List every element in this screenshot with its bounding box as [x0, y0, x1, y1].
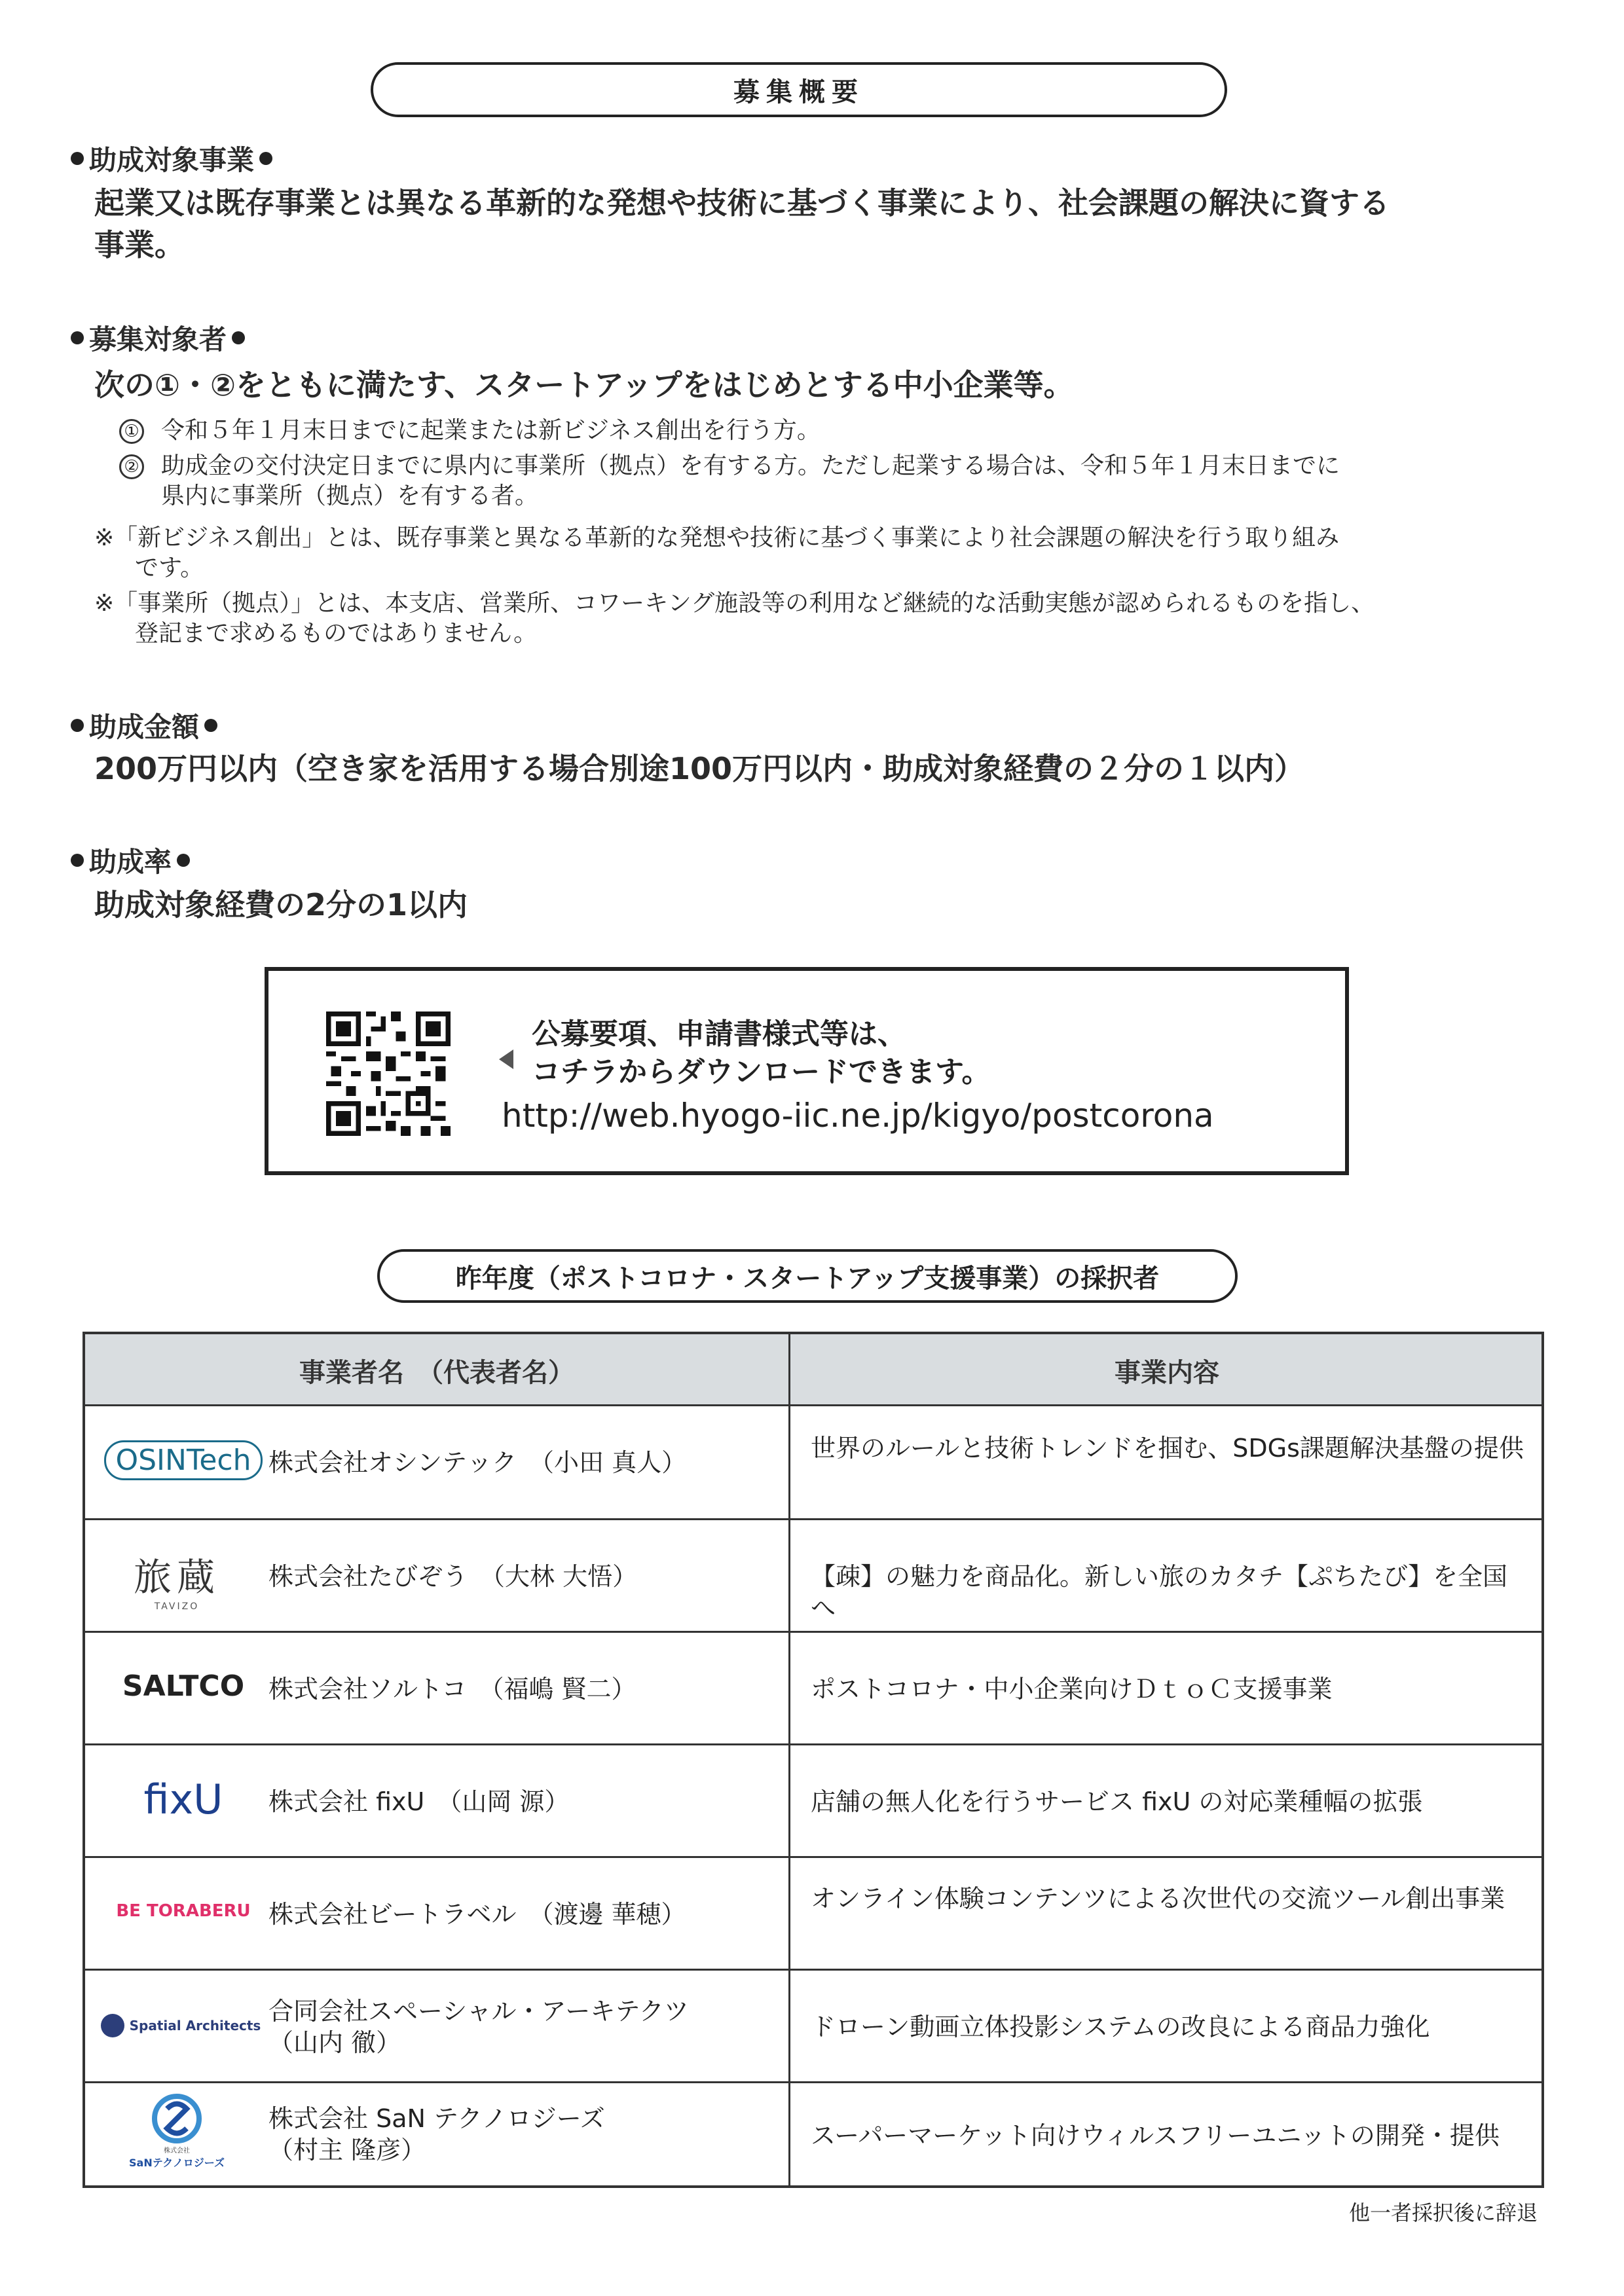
business-description: 世界のルールと技術トレンドを掴む、SDGs課題解決基盤の提供 [811, 1434, 1524, 1463]
company-name: 株式会社ビートラベル （渡邊 華穂） [268, 1900, 686, 1929]
amount-text: 200万円以内（空き家を活用する場合別途100万円以内・助成対象経費の２分の１以内） [94, 751, 1305, 786]
osintech-logo: OSINTech [98, 1440, 268, 1480]
bullet-icon [177, 854, 190, 867]
applicant-condition-1: 令和５年１月末日までに起業または新ビジネス創出を行う方。 [161, 417, 821, 444]
note-1-line1: ※「新ビジネス創出」とは、既存事業と異なる革新的な発想や技術に基づく事業により社会課題の解決を行う取り組み [94, 524, 1340, 551]
bullet-icon [259, 152, 272, 165]
target-business-text-1: 起業又は既存事業とは異なる革新的な発想や技術に基づく事業により、社会課題の解決に資する [94, 185, 1390, 221]
table-row [85, 1971, 1541, 2083]
spatial-architects-logo: Spatial Architects [96, 2014, 266, 2037]
bullet-icon [232, 331, 245, 344]
business-description: ドローン動画立体投影システムの改良による商品力強化 [811, 2013, 1430, 2041]
table-row [85, 1745, 1541, 1858]
table-row [85, 1633, 1541, 1745]
section-label: 助成率 [89, 846, 172, 878]
arrow-left-icon [499, 1049, 513, 1069]
table-row [85, 1520, 1541, 1633]
download-box [265, 967, 1349, 1175]
table-row [85, 1406, 1541, 1520]
san-swirl-icon [147, 2092, 206, 2145]
company-name: 株式会社 SaN テクノロジーズ （村主 隆彦） [268, 2104, 605, 2164]
rate-text: 助成対象経費の2分の1以内 [94, 887, 468, 922]
company-name: 株式会社ソルトコ （福嶋 賢二） [268, 1675, 637, 1704]
section-label: 助成対象事業 [89, 144, 255, 176]
business-description: オンライン体験コンテンツによる次世代の交流ツール創出事業 [811, 1884, 1505, 1913]
section-label: 募集対象者 [89, 323, 227, 355]
business-description: スーパーマーケット向けウィルスフリーユニットの開発・提供 [811, 2121, 1500, 2150]
bullet-icon [71, 854, 84, 867]
target-business-text-2: 事業。 [94, 227, 185, 263]
bullet-icon [71, 152, 84, 165]
applicants-lead: 次の①・②をともに満たす、スタートアップをはじめとする中小企業等。 [94, 367, 1074, 403]
bullet-icon [71, 719, 84, 732]
business-description: 店舗の無人化を行うサービス fixU の対応業種幅の拡張 [811, 1787, 1423, 1816]
betraveru-logo: BE TORABERU [116, 1901, 251, 1921]
section-heading-target-business [71, 139, 272, 178]
company-name: 株式会社たびぞう （大林 大悟） [268, 1562, 638, 1591]
company-name: 株式会社オシンテック （小田 真人） [268, 1448, 687, 1477]
table-header [85, 1334, 1541, 1406]
note-2-line2: 登記まで求めるものではありません。 [135, 620, 538, 647]
saltco-logo: SALTCO [122, 1669, 245, 1703]
business-description: ポストコロナ・中小企業向けＤｔｏＣ支援事業 [811, 1675, 1333, 1704]
business-description: 【疎】の魅力を商品化。新しい旅のカタチ【ぷちたび】を全国へ [811, 1562, 1508, 1622]
table-row [85, 2083, 1541, 2188]
company-name: 合同会社スペーシャル・アーキテクツ （山内 徹） [268, 1997, 689, 2057]
note-1-line2: です。 [135, 555, 204, 581]
qr-code-icon[interactable] [326, 1011, 451, 1136]
spatial-icon [101, 2014, 124, 2037]
download-url-link[interactable]: http://web.hyogo-iic.ne.jp/kigyo/postcorona [502, 1097, 1214, 1135]
applicant-condition-2-line2: 県内に事業所（拠点）を有する者。 [161, 483, 539, 509]
bullet-icon [71, 331, 84, 344]
bullet-icon [204, 719, 217, 732]
fixu-logo: fixU [143, 1776, 223, 1823]
item-number: ② [119, 454, 144, 479]
item-number: ① [119, 419, 144, 444]
section-heading-amount [71, 706, 217, 745]
adopters-table [83, 1332, 1544, 2188]
download-text-line2: コチラからダウンロードできます。 [532, 1055, 991, 1089]
san-technologies-logo: 株式会社 SaNテクノロジーズ [105, 2092, 249, 2170]
adopters-title: 昨年度（ポストコロナ・スタートアップ支援事業）の採択者 [377, 1249, 1238, 1303]
table-row [85, 1858, 1541, 1971]
download-text-line1: 公募要項、申請書様式等は、 [532, 1017, 906, 1051]
section-label: 助成金額 [89, 711, 200, 743]
column-header-business: 事業内容 [1115, 1357, 1219, 1388]
column-header-company: 事業者名 （代表者名） [299, 1357, 574, 1388]
section-heading-applicants [71, 318, 245, 357]
applicant-condition-2-line1: 助成金の交付決定日までに県内に事業所（拠点）を有する方。ただし起業する場合は、令和５年１月末日までに [161, 452, 1340, 479]
company-name: 株式会社 fixU （山岡 源） [268, 1787, 570, 1816]
footnote: 他一者採択後に辞退 [1349, 2200, 1538, 2225]
page-title: 募集概要 [371, 62, 1227, 117]
tavizo-logo: 旅蔵 TAVIZO [133, 1555, 220, 1612]
note-2-line1: ※「事業所（拠点）」とは、本支店、営業所、コワーキング施設等の利用など継続的な活動実態が認められるものを指し、 [94, 590, 1375, 617]
section-heading-rate [71, 841, 190, 880]
